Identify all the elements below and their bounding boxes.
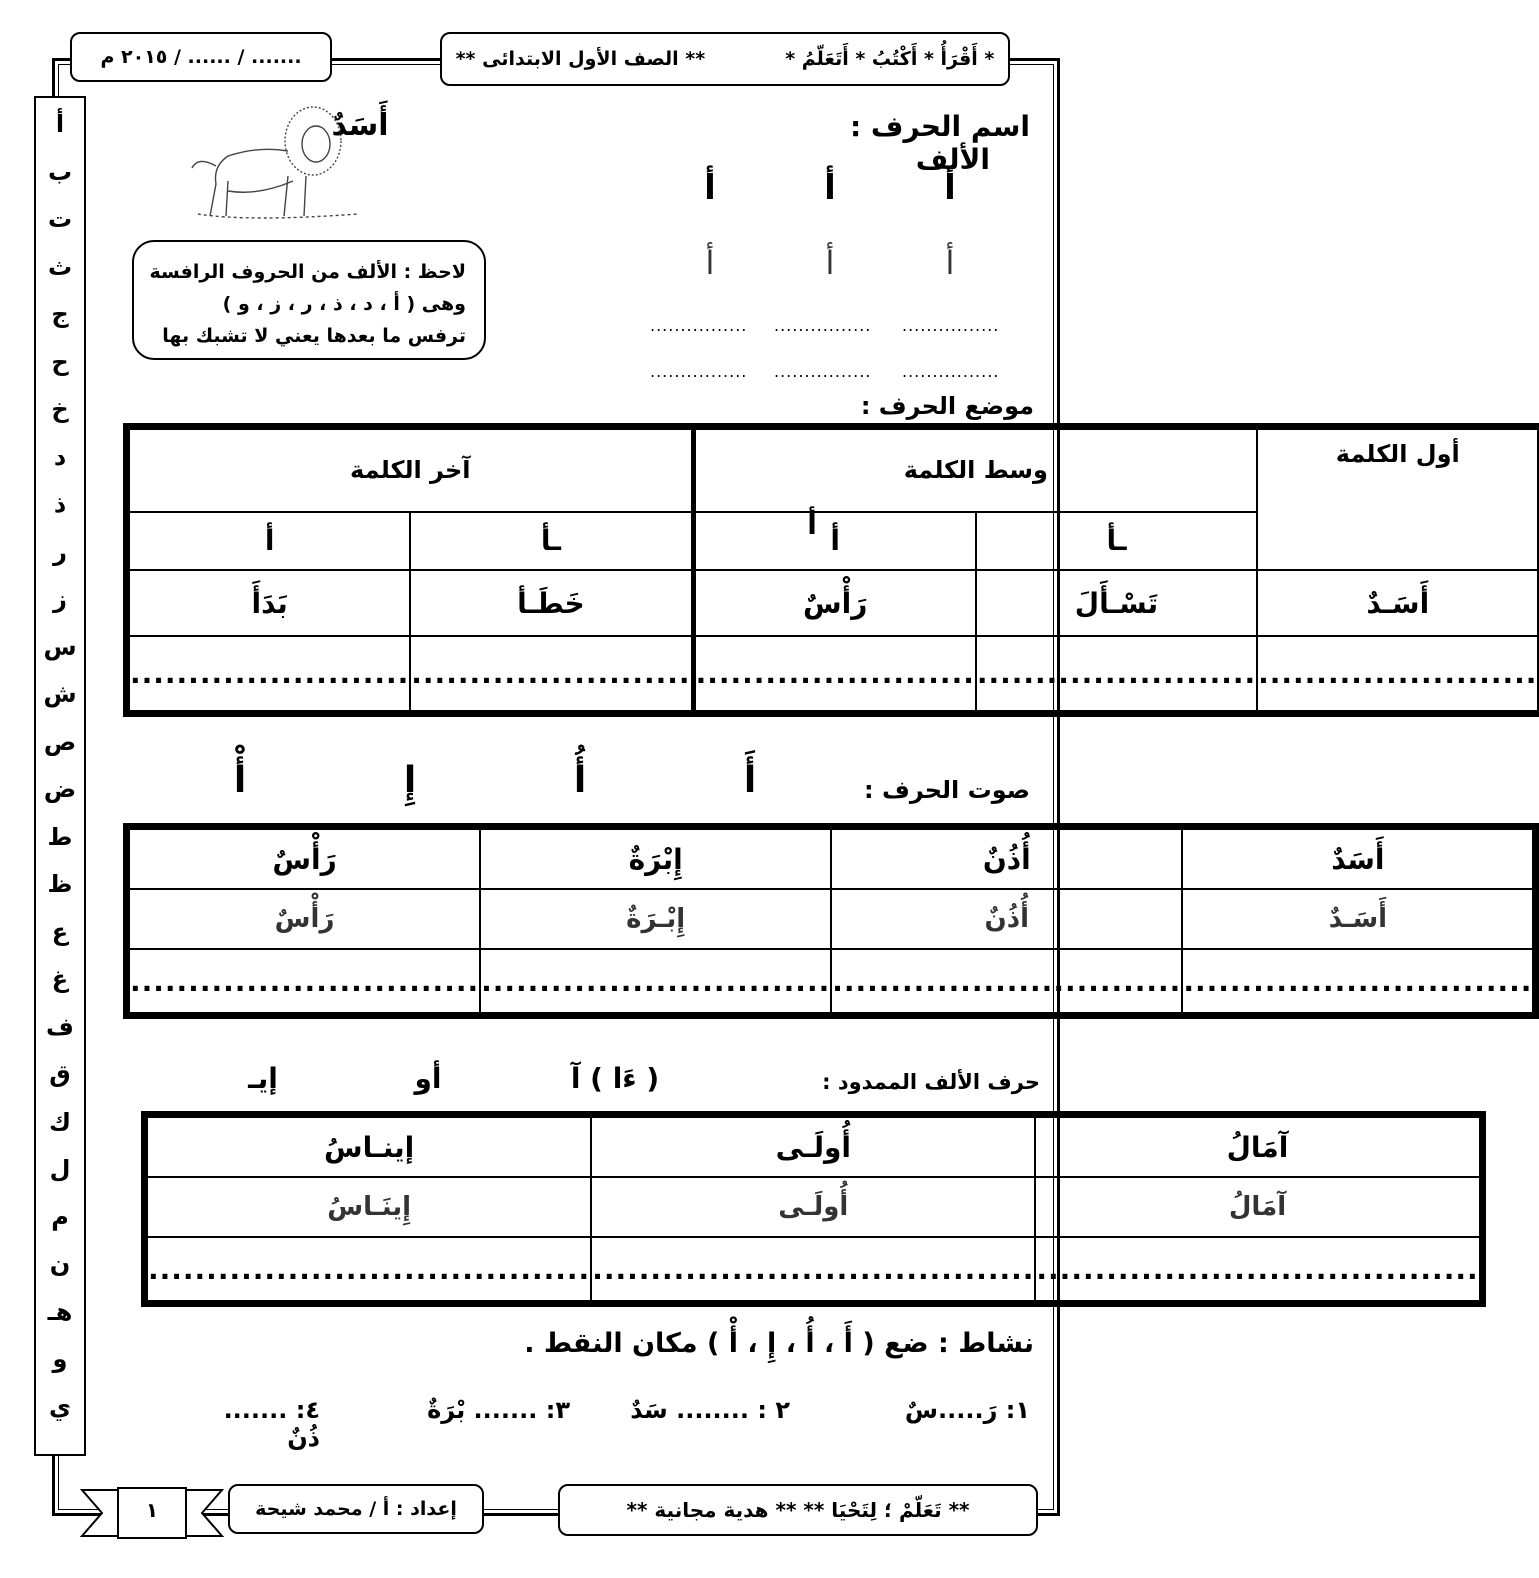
footer-author: إعداد : أ / محمد شيحة [255,1498,457,1520]
activity-item-2: ٢ : ........ سَدٌ [630,1396,790,1424]
position-table [128,428,1539,712]
alphabet-letter: ظ [47,870,73,898]
sound-blank: .............................. [129,949,480,1013]
madd-traced: آمَالُ [1035,1177,1479,1237]
alphabet-letter: س [43,632,77,661]
activity-item-1: ١: رَ.....سٌ [904,1396,1030,1424]
sound-blank: .............................. [831,949,1182,1013]
sound-traced: رَأْسٌ [129,889,480,949]
header-motto: * أَقْرَأُ * أَكْتُبُ * أَتَعَلّمُ * [785,48,995,70]
alphabet-letter: خ [51,395,69,423]
alphabet-letter: د [53,442,67,471]
position-label: موضع الحرف : [860,392,1034,420]
form-cell: أ [129,512,410,570]
blank-cell: ........................ [410,636,693,711]
blank-line: ................ [650,362,748,381]
alphabet-letter: ح [51,347,69,376]
page-number: ١ [145,1498,159,1522]
form-cell: ـأ [410,512,693,570]
alphabet-letter: ز [53,585,67,613]
sound-marks [180,760,800,810]
header-first: أول الكلمة [1257,429,1538,570]
madd-blank: ...................................... [1035,1237,1479,1301]
letter-sample: أ [705,244,715,282]
madd-traced: إِينَـاسُ [147,1177,591,1237]
letter-sample: أ [824,168,836,208]
footer-author-box [228,1484,484,1534]
alphabet-letter: ش [43,680,77,708]
sound-label: صوت الحرف : [863,776,1030,804]
header-middle: وسط الكلمة [693,429,1257,512]
sound-traced: أُذُنٌ [831,889,1182,949]
blank-cell: ........................ [1257,636,1538,711]
alphabet-letter: ب [47,157,73,186]
blank-cell: ........................ [976,636,1257,711]
alphabet-column [34,96,86,1456]
blank-line: ................ [774,316,872,335]
alphabet-letter: ع [51,917,69,946]
madd-table [146,1116,1481,1302]
alphabet-letter: ل [49,1155,71,1183]
word-cell: بَدَأَ [129,570,410,636]
alphabet-letter: ض [43,775,77,803]
alphabet-letter: و [52,1345,68,1373]
madd-form-2: أو [414,1062,442,1095]
sound-word: إِبْرَةٌ [480,829,831,889]
blank-line: ................ [774,362,872,381]
form-cell: أ [693,512,976,570]
word-lion: أَسَدٌ [331,108,389,143]
alphabet-letter: ث [47,252,73,281]
header-date: ....... / ...... / ٢٠١٥ م [100,46,302,68]
sound-table [128,828,1534,1014]
alphabet-letter: ي [49,1392,71,1421]
note-line-3: ترفس ما بعدها يعني لا تشبك بها [162,325,466,347]
sound-blank: .............................. [1182,949,1533,1013]
madd-word: آمَالُ [1035,1117,1479,1177]
alphabet-letter: ت [47,205,73,233]
note-line-2: وهى ( أ ، د ، ذ ، ر ، ز ، و ) [222,293,466,315]
letter-sample: أ [704,168,716,208]
madd-blank: ...................................... [591,1237,1035,1301]
alphabet-letter: ج [51,300,69,328]
letter-name-label: اسم الحرف : [849,110,1030,143]
alphabet-letter: م [51,1202,69,1231]
alphabet-letter: أ [55,110,65,138]
alphabet-letter: غ [51,965,69,993]
sound-word: أُذُنٌ [831,829,1182,889]
lion-icon [188,96,368,226]
word-cell: خَطَـأ [410,570,693,636]
word-cell: أَسَـدٌ [1257,570,1538,636]
sound-traced: إِبْـرَةٌ [480,889,831,949]
header-box [440,32,1010,86]
madd-blank: ...................................... [147,1237,591,1301]
header-last: آخر الكلمة [129,429,693,512]
sound-mark: أُ [573,760,587,801]
madd-word: إينـاسُ [147,1117,591,1177]
date-box [70,32,332,82]
alphabet-letter: ذ [53,490,67,518]
writing-row-2 [660,244,1000,294]
header-grade: ** الصف الأول الابتدائى ** [455,48,706,70]
letter-sample: أ [825,244,835,282]
madd-word: أُولَـى [591,1117,1035,1177]
alphabet-letter: ف [46,1012,74,1041]
footer-slogan: ** تَعَلّمْ ؛ لِتَحْيَا ** ** هدية مجانية ** [626,1498,970,1522]
madd-form-1: ( ءَا ) آ [570,1062,660,1095]
note-box [132,240,486,360]
letter-sample: أ [944,168,956,208]
form-first: أ [807,508,817,541]
sound-mark: إِ [403,760,417,801]
sound-word: أَسَدٌ [1182,829,1533,889]
sound-traced: أَسَـدٌ [1182,889,1533,949]
madd-traced: أُولَـى [591,1177,1035,1237]
word-cell: رَأْسٌ [693,570,976,636]
sound-mark: أْ [233,760,247,801]
letter-name-line [740,110,1030,176]
letter-name-value: الألف [915,143,990,176]
blank-line: ................ [650,316,748,335]
blank-cell: ........................ [129,636,410,711]
activity-item-4: ٤: ....... ذُنٌ [223,1396,320,1452]
footer-slogan-box [558,1484,1038,1536]
blank-row-2 [650,362,1000,386]
form-cell: ـأ [976,512,1257,570]
activity-item-3: ٣: ....... بْرَةٌ [427,1396,570,1424]
alphabet-letter: ك [49,1107,71,1136]
alphabet-letter: ن [49,1250,71,1278]
madd-label: حرف الألف الممدود : [822,1070,1040,1094]
activity-instruction: نشاط : ضع ( أَ ، أُ ، إِ ، أْ ) مكان النقط . [524,1328,1034,1359]
alphabet-letter: ر [53,537,67,566]
blank-line: ................ [902,316,1000,335]
alphabet-letter: هـ [47,1297,73,1326]
blank-cell: ........................ [693,636,976,711]
writing-row-1 [660,168,1000,218]
note-line-1: لاحظ : الألف من الحروف الرافسة [149,261,466,283]
sound-mark: أَ [743,760,757,801]
alphabet-letter: ط [47,822,73,851]
alphabet-letter: ق [49,1060,71,1088]
alphabet-letter: ص [43,727,77,756]
sound-blank: .............................. [480,949,831,1013]
word-cell: تَسْـأَلَ [976,570,1257,636]
sound-word: رَأْسٌ [129,829,480,889]
letter-sample: أ [945,244,955,282]
blank-line: ................ [902,362,1000,381]
madd-form-3: إيـ [248,1062,278,1095]
blank-row-1 [650,316,1000,340]
